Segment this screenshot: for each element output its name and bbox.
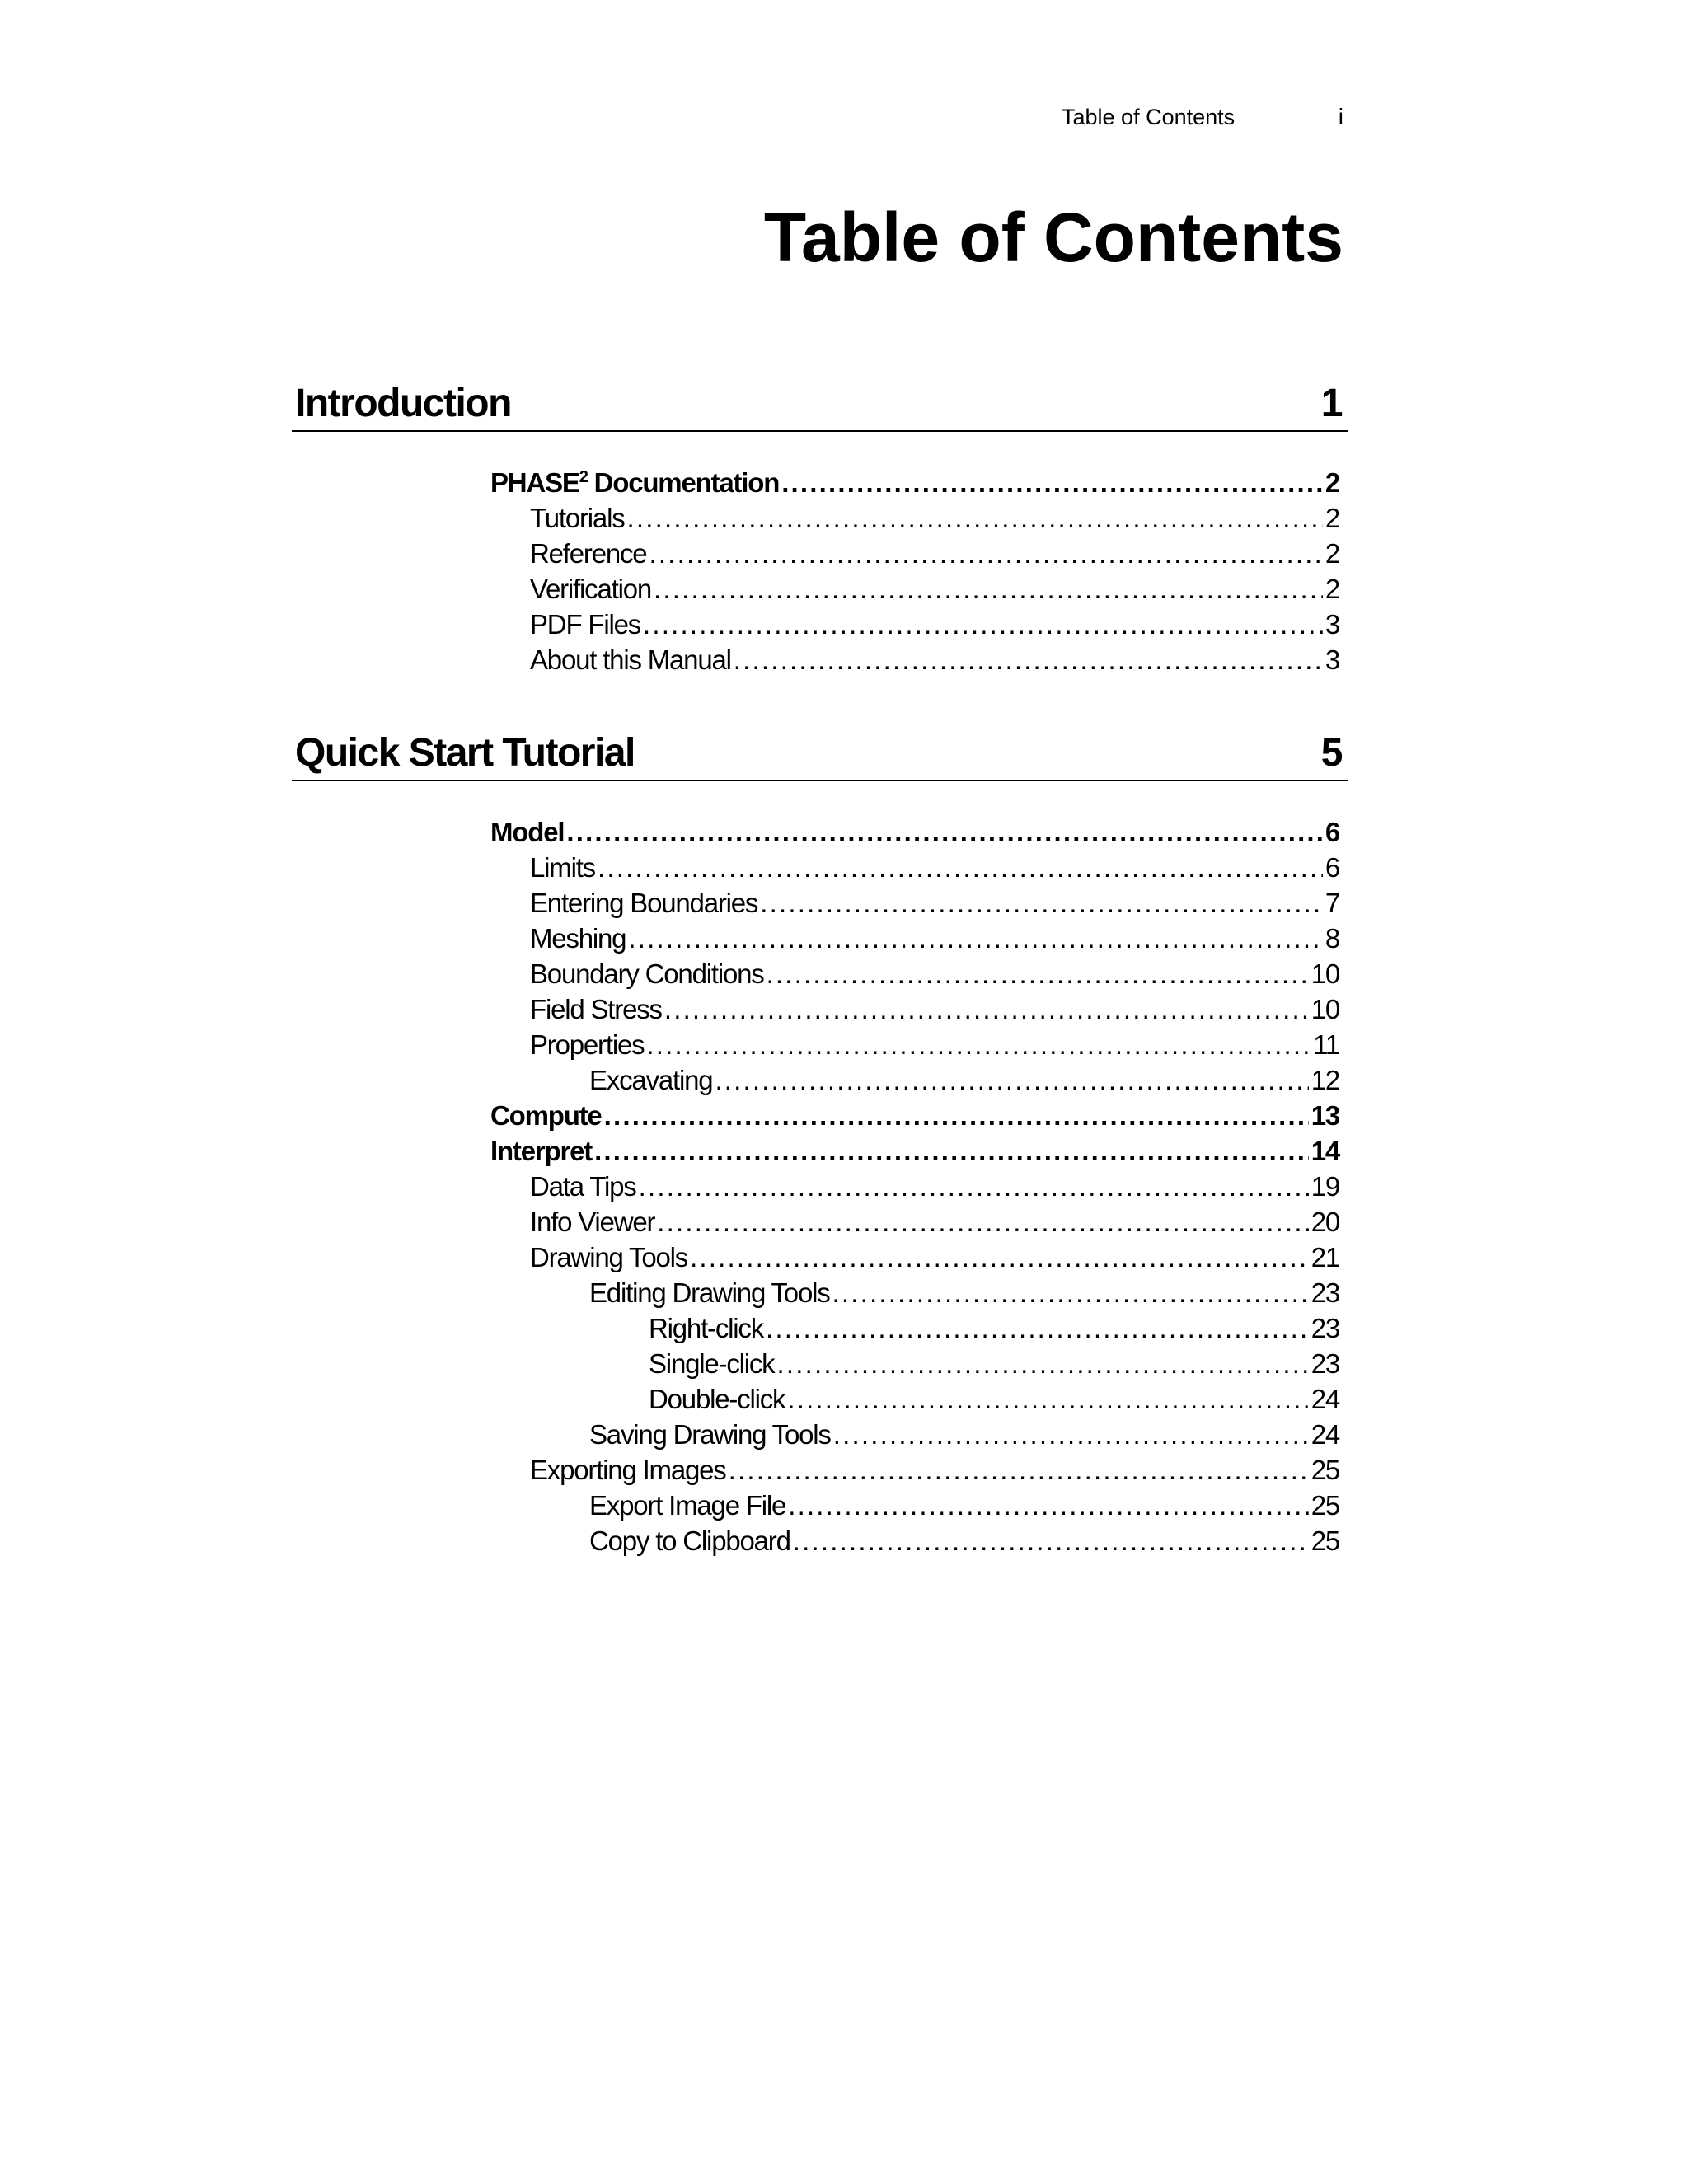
toc-entry-page-number: 13 xyxy=(1311,1100,1339,1131)
toc-entry-label xyxy=(589,1523,790,1558)
toc-entry-text: Data Tips xyxy=(530,1171,636,1202)
toc-entry-text: Field Stress xyxy=(530,994,662,1024)
toc-entry-label xyxy=(530,1169,636,1204)
toc-entry-text: PDF Files xyxy=(530,609,641,640)
chapter-introduction xyxy=(292,376,1348,675)
toc-entry-text: Drawing Tools xyxy=(530,1242,688,1272)
dot-leader xyxy=(729,1452,1309,1488)
toc-entry[interactable] xyxy=(530,642,1339,677)
toc-entry[interactable] xyxy=(589,1523,1339,1558)
toc-entry-page-number: 19 xyxy=(1311,1171,1339,1202)
dot-leader xyxy=(832,1275,1309,1310)
toc-entry[interactable] xyxy=(530,991,1339,1027)
dot-leader xyxy=(760,885,1323,921)
toc-entry-text: Editing Drawing Tools xyxy=(589,1277,830,1308)
dot-leader xyxy=(715,1062,1308,1098)
toc-entry-page-number: 2 xyxy=(1325,574,1339,604)
toc-entry-page-number: 7 xyxy=(1325,888,1339,918)
toc-entry-text: PHASE xyxy=(490,467,579,498)
running-header-page-number: i xyxy=(1338,104,1343,129)
running-header xyxy=(989,101,1343,134)
chapter-page-number: 5 xyxy=(1320,731,1342,775)
dot-leader xyxy=(766,1310,1309,1346)
toc-entry[interactable] xyxy=(490,1098,1339,1133)
dot-leader xyxy=(566,814,1323,850)
toc-entry-label xyxy=(530,956,764,991)
toc-entry[interactable] xyxy=(589,1275,1339,1310)
toc-entry-page-number: 10 xyxy=(1311,958,1339,989)
toc-entry[interactable] xyxy=(530,1240,1339,1275)
toc-entry-text: Verification xyxy=(530,574,652,604)
toc-entry-label xyxy=(490,1098,602,1133)
toc-entry[interactable] xyxy=(530,956,1339,991)
toc-entry-text: Tutorials xyxy=(530,503,625,533)
chapter-heading[interactable] xyxy=(292,376,1348,432)
dot-leader xyxy=(604,1098,1309,1133)
toc-entry[interactable] xyxy=(530,885,1339,921)
toc-entry-page-number: 25 xyxy=(1311,1455,1339,1485)
toc-entry-page-number: 10 xyxy=(1311,994,1339,1024)
toc-entry-text: Properties xyxy=(530,1029,645,1060)
toc-entry[interactable] xyxy=(530,536,1339,571)
toc-entry-text: Single-click xyxy=(649,1348,775,1379)
toc-entry-label xyxy=(649,1381,785,1417)
dot-leader xyxy=(654,571,1323,607)
toc-entry-label xyxy=(649,1346,775,1381)
dot-leader xyxy=(793,1523,1309,1558)
toc-entry-label xyxy=(530,1452,726,1488)
chapter-page-number: 1 xyxy=(1320,382,1342,425)
toc-entry-page-number: 24 xyxy=(1311,1419,1339,1450)
toc-entry-page-number: 6 xyxy=(1325,817,1339,847)
dot-leader xyxy=(657,1204,1308,1240)
dot-leader xyxy=(690,1240,1309,1275)
toc-entry[interactable] xyxy=(530,607,1339,642)
toc-entry-text: Excavating xyxy=(589,1065,713,1095)
toc-entry-text: Meshing xyxy=(530,923,626,954)
toc-entry[interactable] xyxy=(649,1310,1339,1346)
toc-entry-text: Model xyxy=(490,817,565,847)
toc-entry-label xyxy=(530,642,731,677)
toc-entry-page-number: 14 xyxy=(1311,1136,1339,1166)
toc-entry-text: Saving Drawing Tools xyxy=(589,1419,831,1450)
dot-leader xyxy=(639,1169,1309,1204)
toc-entry-label xyxy=(490,814,564,850)
toc-entry-page-number: 2 xyxy=(1325,503,1339,533)
toc-entry[interactable] xyxy=(589,1488,1339,1523)
toc-entry-text: Exporting Images xyxy=(530,1455,726,1485)
toc-entry-page-number: 20 xyxy=(1311,1207,1339,1237)
toc-entry[interactable] xyxy=(649,1346,1339,1381)
dot-leader xyxy=(643,607,1323,642)
toc-entry-label xyxy=(530,850,595,885)
toc-entry-page-number: 25 xyxy=(1311,1490,1339,1521)
dot-leader xyxy=(649,536,1322,571)
toc-entry[interactable] xyxy=(589,1062,1339,1098)
toc-entry-label xyxy=(530,921,626,956)
toc-entry-label xyxy=(530,607,640,642)
toc-entry[interactable] xyxy=(490,1133,1339,1169)
toc-entry-label xyxy=(530,1240,687,1275)
dot-leader xyxy=(598,850,1323,885)
chapter-title: Quick Start Tutorial xyxy=(295,731,635,775)
dot-leader xyxy=(767,956,1309,991)
dot-leader xyxy=(646,1027,1311,1062)
toc-entry-text: Compute xyxy=(490,1100,602,1131)
toc-entry-label xyxy=(530,571,651,607)
toc-entry[interactable] xyxy=(490,465,1339,500)
dot-leader xyxy=(628,921,1323,956)
toc-entry-page-number: 6 xyxy=(1325,852,1339,883)
toc-entry-page-number: 24 xyxy=(1311,1384,1339,1414)
toc-entry[interactable] xyxy=(530,1027,1339,1062)
toc-entry-label xyxy=(490,1133,592,1169)
chapter-title: Introduction xyxy=(295,382,511,425)
toc-entry[interactable] xyxy=(530,921,1339,956)
toc-entry-page-number: 8 xyxy=(1325,923,1339,954)
dot-leader xyxy=(664,991,1309,1027)
toc-entry[interactable] xyxy=(530,1169,1339,1204)
toc-entry-label xyxy=(589,1417,831,1452)
toc-entry-page-number: 2 xyxy=(1325,538,1339,569)
toc-entry-text: Copy to Clipboard xyxy=(589,1526,790,1556)
toc-entry-label xyxy=(589,1488,785,1523)
dot-leader xyxy=(627,500,1323,536)
toc-entry-page-number: 21 xyxy=(1311,1242,1339,1272)
toc-entry[interactable] xyxy=(530,571,1339,607)
toc-entry-superscript: 2 xyxy=(579,468,588,486)
toc-entry-text: Interpret xyxy=(490,1136,593,1166)
dot-leader xyxy=(777,1346,1309,1381)
toc-entry-text: Limits xyxy=(530,852,595,883)
running-header-title: Table of Contents xyxy=(1062,105,1236,129)
toc-entry-page-number: 25 xyxy=(1311,1526,1339,1556)
toc-entry-label xyxy=(589,1275,830,1310)
toc-entry-label xyxy=(530,500,625,536)
toc-entry-text: Double-click xyxy=(649,1384,785,1414)
toc-entry-text: Right-click xyxy=(649,1313,763,1343)
toc-entry[interactable] xyxy=(490,814,1339,850)
dot-leader xyxy=(594,1133,1309,1169)
toc-entry-page-number: 3 xyxy=(1325,644,1339,675)
chapter-quick-start-tutorial xyxy=(292,725,1348,1556)
toc-entry-page-number: 3 xyxy=(1325,609,1339,640)
toc-entry[interactable] xyxy=(530,850,1339,885)
toc-entry-text: Export Image File xyxy=(589,1490,786,1521)
toc-entry[interactable] xyxy=(530,1452,1339,1488)
dot-leader xyxy=(734,642,1323,677)
dot-leader xyxy=(787,1381,1308,1417)
dot-leader xyxy=(833,1417,1309,1452)
toc-entry-text: Reference xyxy=(530,538,647,569)
dot-leader xyxy=(788,1488,1308,1523)
toc-entry-page-number: 23 xyxy=(1311,1277,1339,1308)
toc-entry-text: Boundary Conditions xyxy=(530,958,764,989)
toc-entry-label xyxy=(490,465,779,500)
page-title: Table of Contents xyxy=(763,199,1343,276)
toc-entry-label xyxy=(649,1310,763,1346)
toc-entry[interactable] xyxy=(530,500,1339,536)
toc-entry-text-rest: Documentation xyxy=(587,467,780,498)
toc-entry-text: Info Viewer xyxy=(530,1207,655,1237)
toc-entry-label xyxy=(530,991,662,1027)
toc-entry-page-number: 11 xyxy=(1313,1029,1339,1060)
toc-entry-page-number: 2 xyxy=(1325,467,1339,498)
toc-entry-text: About this Manual xyxy=(530,644,731,675)
toc-entry-text: Entering Boundaries xyxy=(530,888,758,918)
toc-entry-label xyxy=(530,536,646,571)
toc-entry-label xyxy=(589,1062,712,1098)
chapter-heading[interactable] xyxy=(292,725,1348,781)
toc-entry-label xyxy=(530,885,757,921)
toc-entry-page-number: 23 xyxy=(1311,1313,1339,1343)
toc-entry[interactable] xyxy=(530,1204,1339,1240)
dot-leader xyxy=(781,465,1323,500)
toc-entry-page-number: 23 xyxy=(1311,1348,1339,1379)
toc-entry-label xyxy=(530,1204,654,1240)
toc-entry[interactable] xyxy=(589,1417,1339,1452)
toc-entry-label xyxy=(530,1027,644,1062)
toc-entry[interactable] xyxy=(649,1381,1339,1417)
toc-entry-page-number: 12 xyxy=(1311,1065,1339,1095)
